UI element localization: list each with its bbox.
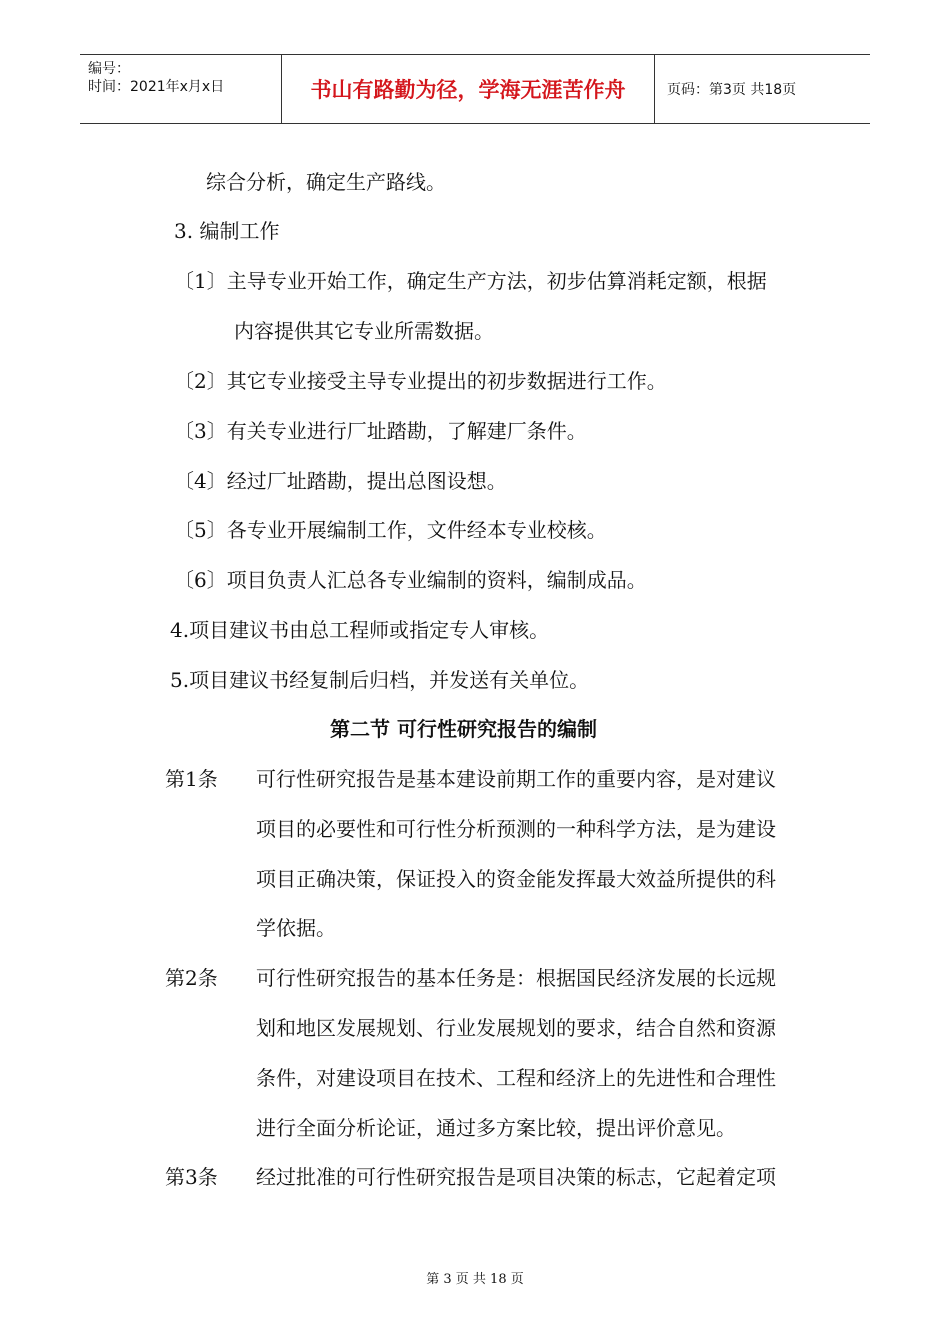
article-label: 第3条 xyxy=(165,1165,218,1189)
body-line: 〔2〕其它专业接受主导专业提出的初步数据进行工作。 xyxy=(174,369,667,393)
body-line: 综合分析，确定生产路线。 xyxy=(206,170,446,194)
body-line: 〔4〕经过厂址踏勘，提出总图设想。 xyxy=(174,469,507,493)
page-header xyxy=(80,54,870,124)
article-line: 进行全面分析论证，通过多方案比较，提出评价意见。 xyxy=(256,1116,736,1140)
article-line: 条件，对建设项目在技术、工程和经济上的先进性和合理性 xyxy=(256,1066,776,1090)
article-line: 学依据。 xyxy=(256,916,336,940)
article-line: 可行性研究报告的基本任务是：根据国民经济发展的长远规 xyxy=(256,966,776,990)
article-line: 项目的必要性和可行性分析预测的一种科学方法，是为建设 xyxy=(256,817,776,841)
section-heading: 第二节 可行性研究报告的编制 xyxy=(330,717,597,741)
number-label: 编号： xyxy=(88,61,130,77)
page-footer: 第 3 页 共 18 页 xyxy=(426,1272,524,1287)
body-line: 4.项目建议书由总工程师或指定专人审核。 xyxy=(170,618,550,642)
body-line: 〔1〕主导专业开始工作，确定生产方法，初步估算消耗定额，根据 xyxy=(174,269,767,293)
article-line: 可行性研究报告是基本建设前期工作的重要内容，是对建议 xyxy=(256,767,776,791)
body-line: 3. 编制工作 xyxy=(174,219,280,243)
body-line: 5.项目建议书经复制后归档，并发送有关单位。 xyxy=(170,668,590,692)
body-line: 〔5〕各专业开展编制工作，文件经本专业校核。 xyxy=(174,518,607,542)
header-meta xyxy=(80,55,282,123)
time-label: 时间：2021年x月x日 xyxy=(88,79,225,95)
article-line: 划和地区发展规划、行业发展规划的要求，结合自然和资源 xyxy=(256,1016,776,1040)
body-line: 内容提供其它专业所需数据。 xyxy=(234,319,494,343)
article-label: 第2条 xyxy=(165,966,218,990)
article-label: 第1条 xyxy=(165,767,218,791)
body-line: 〔6〕项目负责人汇总各专业编制的资料，编制成品。 xyxy=(174,568,647,592)
header-page-info: 页码：第3页 共18页 xyxy=(667,82,797,98)
article-line: 项目正确决策，保证投入的资金能发挥最大效益所提供的科 xyxy=(256,867,776,891)
header-motto: 书山有路勤为径，学海无涯苦作舟 xyxy=(282,55,655,123)
body-line: 〔3〕有关专业进行厂址踏勘，了解建厂条件。 xyxy=(174,419,587,443)
article-line: 经过批准的可行性研究报告是项目决策的标志，它起着定项 xyxy=(256,1165,776,1189)
